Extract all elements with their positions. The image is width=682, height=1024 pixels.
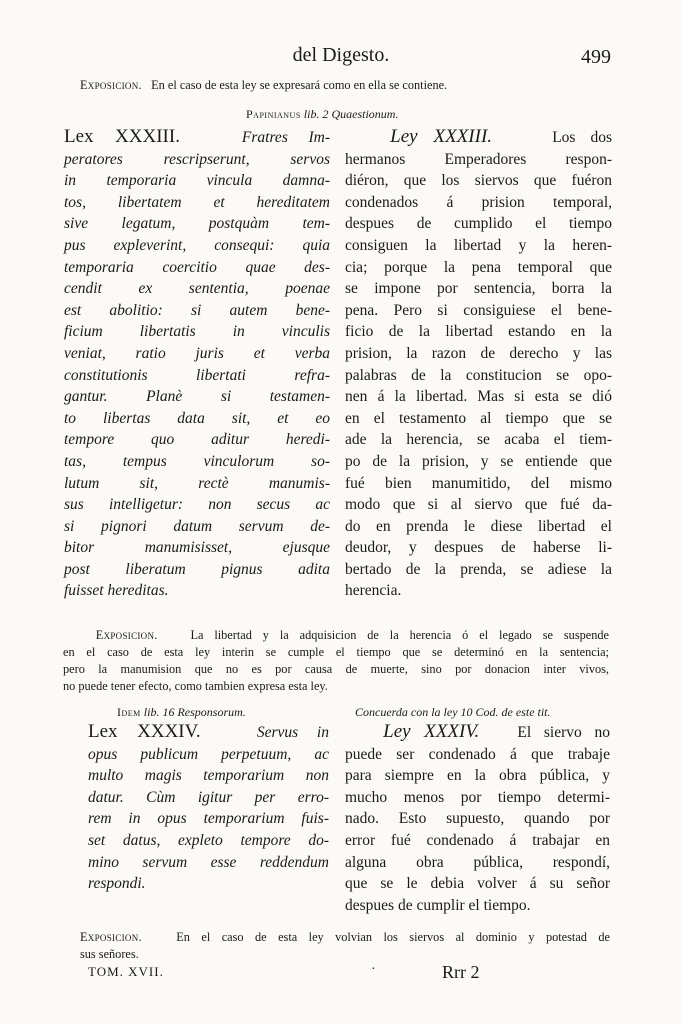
exposicion-label: Exposicion.	[80, 78, 142, 92]
latin-line: tas, tempus vinculorum so-	[64, 452, 330, 470]
latin-line: ficium libertatis in vinculis	[64, 323, 330, 341]
latin-line	[64, 126, 330, 149]
running-title: del Digesto.	[292, 44, 390, 66]
spanish-line: ficio de la libertad estando en la	[345, 323, 612, 341]
exposicion-text: En el caso de esta ley se expresará como en ella se contiene.	[151, 78, 448, 92]
spanish-line	[345, 721, 610, 744]
law34-spanish-column	[345, 721, 610, 916]
spanish-line: error fué condenado á trabajar en	[345, 831, 610, 849]
spanish-line: nen á la libertad. Mas si esta se dió	[345, 388, 612, 406]
law34-concordance: Concuerda con la ley 10 Cod. de este tit.	[355, 705, 551, 719]
law34-author: Idem	[117, 705, 141, 719]
latin-line: temporaria coercitio quae des-	[64, 258, 330, 276]
exposicion-line: no puede tener efecto, como tambien expresa esta ley.	[63, 679, 328, 693]
spanish-line: fué bien manumitido, del mismo	[345, 474, 612, 492]
signature-mark: Rrr 2	[442, 962, 480, 982]
spanish-line: mucho menos por tiempo determi-	[345, 788, 610, 806]
latin-line: peratores rescripserunt, servos	[64, 150, 330, 168]
spanish-line: ade la herencia, se acaba el tiem-	[345, 431, 612, 449]
law33-author: Papinianus	[246, 107, 301, 121]
spanish-line: que se le debia volver á su señor	[345, 875, 610, 893]
volume-mark: TOM. XVII.	[88, 964, 164, 979]
exposicion-top	[80, 77, 447, 94]
spanish-line: hermanos Emperadores respon-	[345, 150, 612, 168]
latin-line: opus publicum perpetuum, ac	[88, 745, 329, 763]
exposicion-bottom	[80, 929, 610, 963]
law34-source: lib. 16 Responsorum.	[143, 705, 246, 719]
spanish-line: diéron, que los siervos que fuéron	[345, 172, 612, 190]
latin-line: veniat, ratio juris et verba	[64, 344, 330, 362]
latin-line: fuisset hereditas.	[64, 582, 169, 600]
latin-line: mino servum esse reddendum	[88, 853, 329, 871]
latin-line: sive legatum, postquàm tem-	[64, 215, 330, 233]
latin-line: pus expleverint, consequi: quia	[64, 236, 330, 254]
exposicion-line-text: En el caso de esta ley volvian los siervos al dominio y potestad de	[176, 930, 610, 944]
spanish-line	[345, 126, 612, 149]
latin-line: cendit ex sententia, poenae	[64, 280, 330, 298]
exposicion-label: Exposicion.	[80, 930, 142, 944]
spanish-line: do en prenda le diese libertad el	[345, 517, 612, 535]
latin-line: si pignori datum servum de-	[64, 517, 330, 535]
spanish-line: despues de cumplido el tiempo	[345, 215, 612, 233]
exposicion-line: pero la manumision que no es por causa de muerte, sino por donacion inter vivos,	[63, 662, 609, 676]
spanish-line: nado. Esto supuesto, quando por	[345, 810, 610, 828]
law34-latin-heading: Lex XXXIV.	[88, 721, 201, 742]
spanish-line: se impone por sentencia, borra la	[345, 280, 612, 298]
spanish-line: despues de cumplir el tiempo.	[345, 896, 531, 914]
law33-source: lib. 2 Quaestionum.	[303, 107, 399, 121]
spanish-line: bertado de la prenda, se adiese la	[345, 560, 612, 578]
latin-line: gantur. Planè si testamen-	[64, 388, 330, 406]
latin-line: in temporaria vincula damna-	[64, 172, 330, 190]
latin-line: datur. Cùm igitur per erro-	[88, 788, 329, 806]
spanish-line-text: Los dos	[552, 129, 613, 146]
spanish-line-text: El siervo no	[517, 724, 610, 741]
latin-line	[88, 721, 329, 744]
spanish-line: para siempre en la obra pública, y	[345, 767, 610, 785]
exposicion-line	[80, 929, 610, 946]
latin-line: tempore quo aditur heredi-	[64, 431, 330, 449]
latin-line: bitor manumisisset, ejusque	[64, 539, 330, 557]
law33-latin-column	[64, 126, 330, 602]
law34-spanish-heading: Ley XXXIV.	[383, 721, 480, 742]
latin-line-text: Fratres Im-	[241, 129, 331, 146]
spanish-line: herencia.	[345, 582, 402, 600]
law34-latin-column	[88, 721, 329, 895]
exposicion-line: en el caso de esta ley interin se cumple el tiempo que se determinó en la sentencia;	[63, 645, 609, 659]
spanish-line: puede ser condenado á que trabaje	[345, 745, 610, 763]
page-number: 499	[581, 46, 611, 68]
latin-line: constitutionis libertati refra-	[64, 366, 330, 384]
latin-line: lutum sit, rectè manumis-	[64, 474, 330, 492]
spanish-line: modo que si al siervo que fué da-	[345, 496, 612, 514]
spanish-line: deudor, y despues de haberse li-	[345, 539, 612, 557]
latin-line: tos, libertatem et hereditatem	[64, 193, 330, 211]
law33-attribution	[246, 107, 398, 122]
latin-line: post liberatum pignus adita	[64, 560, 330, 578]
spanish-line: prision, la razon de derecho y las	[345, 344, 612, 362]
spanish-line: pena. Pero si consiguiese el bene-	[345, 301, 612, 319]
latin-line: set datus, expleto tempore do-	[88, 831, 329, 849]
spanish-line: alguna obra pública, respondí,	[345, 853, 610, 871]
exposicion-mid	[63, 627, 609, 695]
spanish-line: consiguen la libertad y la heren-	[345, 236, 612, 254]
spanish-line: palabras de la constitucion se opo-	[345, 366, 612, 384]
latin-line: to libertas data sit, et eo	[64, 409, 330, 427]
law33-spanish-heading: Ley XXXIII.	[390, 126, 493, 147]
latin-line: rem in opus temporarium fuis-	[88, 810, 329, 828]
spanish-line: en el testamento al tiempo que se	[345, 409, 612, 427]
law33-spanish-column	[345, 126, 612, 602]
latin-line: sus intelligetur: non secus ac	[64, 496, 330, 514]
exposicion-line-text: La libertad y la adquisicion de la herencia ó el legado se suspende	[190, 628, 609, 642]
latin-line: est abolitio: si autem bene-	[64, 301, 330, 319]
spanish-line: condenados á prision temporal,	[345, 193, 612, 211]
law34-attribution	[117, 705, 246, 720]
latin-line: respondi.	[88, 875, 146, 893]
exposicion-label: Exposicion.	[95, 628, 158, 642]
spanish-line: cia; porque la pena temporal que	[345, 258, 612, 276]
latin-line: multo magis temporarium non	[88, 767, 329, 785]
exposicion-line: sus señores.	[80, 947, 139, 961]
law33-latin-heading: Lex XXXIII.	[64, 126, 180, 147]
spanish-line: po de la prision, y se entiende que	[345, 452, 612, 470]
decorative-dot: ·	[371, 962, 376, 977]
latin-line-text: Servus in	[256, 724, 329, 741]
exposicion-line	[63, 627, 609, 644]
